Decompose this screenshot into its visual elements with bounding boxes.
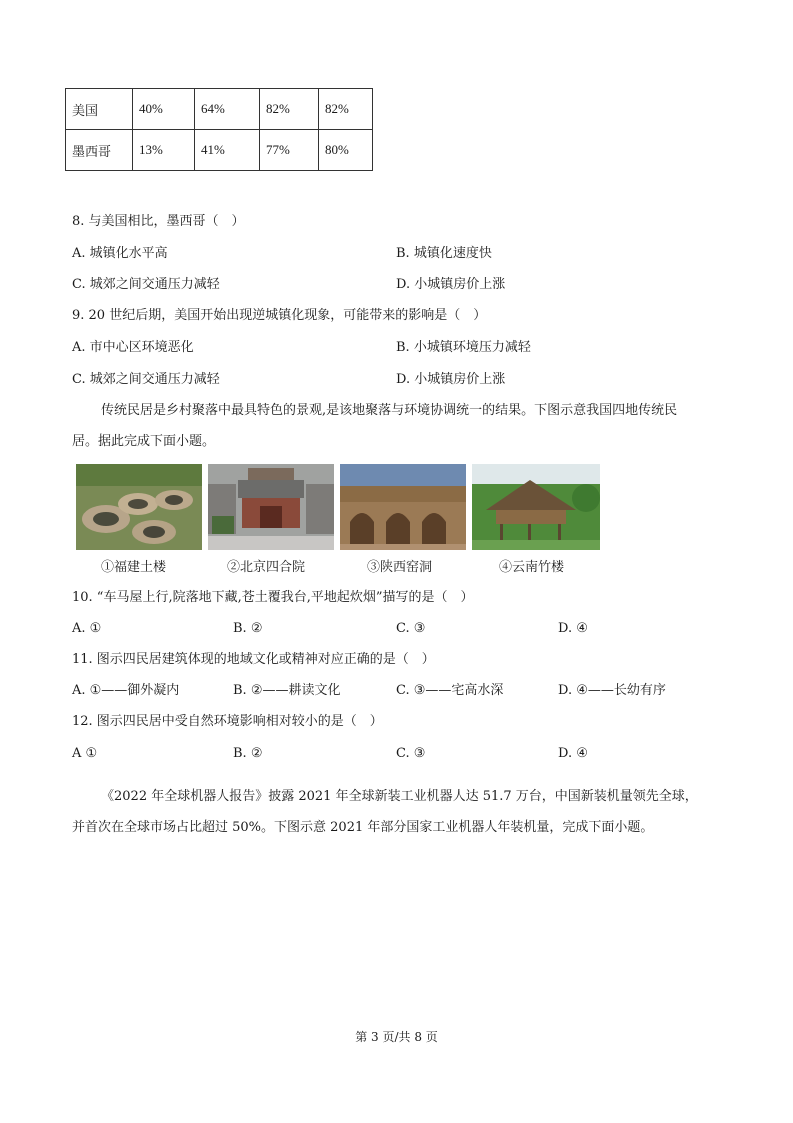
question-9-option-a[interactable]: A. 市中心区环境恶化 <box>72 340 194 355</box>
question-12-option-b[interactable]: B. ② <box>233 746 263 761</box>
photo-caption-shaanxi: ③陕西窑洞 <box>367 560 433 575</box>
question-11-stem: 11. 图示四民居建筑体现的地域文化或精神对应正确的是（ ） <box>72 652 435 667</box>
table-cell: 64% <box>195 89 260 130</box>
question-12-option-c[interactable]: C. ③ <box>396 746 426 761</box>
question-8-option-d[interactable]: D. 小城镇房价上涨 <box>396 277 506 292</box>
beijing-siheyuan-photo <box>208 464 334 550</box>
question-12-option-a[interactable]: A ① <box>72 746 98 761</box>
question-8-option-a[interactable]: A. 城镇化水平高 <box>72 246 168 261</box>
table-cell: 80% <box>319 130 373 171</box>
question-10-option-c[interactable]: C. ③ <box>396 621 426 636</box>
table-cell: 82% <box>260 89 319 130</box>
photo-caption-fujian: ①福建土楼 <box>101 560 167 575</box>
table-cell: 40% <box>133 89 195 130</box>
question-8-option-c[interactable]: C. 城郊之间交通压力减轻 <box>72 277 220 292</box>
question-11-option-d[interactable]: D. ④——长幼有序 <box>558 683 666 698</box>
passage-robots-line-1: 《2022 年全球机器人报告》披露 2021 年全球新装工业机器人达 51.7 万台，中国新装机量领先全球， <box>101 789 698 804</box>
passage-dwellings-line-2: 居。据此完成下面小题。 <box>72 434 216 449</box>
question-9-option-d[interactable]: D. 小城镇房价上涨 <box>396 372 506 387</box>
passage-dwellings-line-1: 传统民居是乡村聚落中最具特色的景观,是该地聚落与环境协调统一的结果。下图示意我国四地传统民 <box>101 403 678 418</box>
fujian-tulou-photo <box>76 464 202 550</box>
table-cell: 13% <box>133 130 195 171</box>
photo-caption-beijing: ②北京四合院 <box>227 560 306 575</box>
question-10-stem: 10. “车马屋上行,院落地下藏,苍土覆我台,平地起炊烟”描写的是（ ） <box>72 590 474 605</box>
question-10-option-b[interactable]: B. ② <box>233 621 263 636</box>
question-10-option-d[interactable]: D. ④ <box>558 621 588 636</box>
page-number: 第 3 页/共 8 页 <box>355 1030 438 1044</box>
question-8-stem: 8. 与美国相比，墨西哥（ ） <box>72 214 245 229</box>
table-cell: 77% <box>260 130 319 171</box>
question-12-stem: 12. 图示四民居中受自然环境影响相对较小的是（ ） <box>72 714 383 729</box>
table-row <box>66 130 373 171</box>
yunnan-zhulou-photo <box>472 464 600 550</box>
question-9-stem: 9. 20 世纪后期，美国开始出现逆城镇化现象，可能带来的影响是（ ） <box>72 308 487 323</box>
question-10-option-a[interactable]: A. ① <box>72 621 102 636</box>
urbanization-table <box>65 88 373 171</box>
table-cell: 41% <box>195 130 260 171</box>
table-cell-country: 墨西哥 <box>66 130 133 171</box>
question-9-option-b[interactable]: B. 小城镇环境压力减轻 <box>396 340 531 355</box>
question-11-option-b[interactable]: B. ②——耕读文化 <box>233 683 341 698</box>
shaanxi-yaodong-photo <box>340 464 466 550</box>
photo-caption-yunnan: ④云南竹楼 <box>499 560 565 575</box>
question-11-option-c[interactable]: C. ③——宅高水深 <box>396 683 504 698</box>
question-8-option-b[interactable]: B. 城镇化速度快 <box>396 246 492 261</box>
table-cell-country: 美国 <box>66 89 133 130</box>
table-cell: 82% <box>319 89 373 130</box>
question-11-option-a[interactable]: A. ①——御外凝内 <box>72 683 180 698</box>
passage-robots-line-2: 并首次在全球市场占比超过 50%。下图示意 2021 年部分国家工业机器人年装机量，完成下面小题。 <box>72 820 654 835</box>
table-row <box>66 89 373 130</box>
question-12-option-d[interactable]: D. ④ <box>558 746 588 761</box>
question-9-option-c[interactable]: C. 城郊之间交通压力减轻 <box>72 372 220 387</box>
